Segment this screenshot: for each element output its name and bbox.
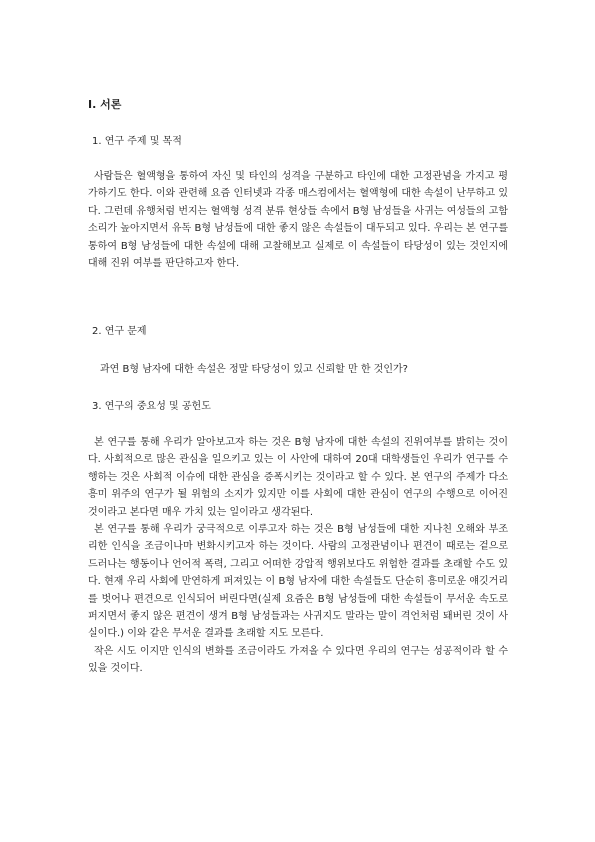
paragraph-text: 본 연구를 통해 우리가 궁극적으로 이루고자 하는 것은 B형 남성들에 대한 지나친 오해와 부조리한 인식을 조금이나마 변화시키고자 하는 것이다. 사람의 고정관념이나 편견이 때로는 겉으로 드러나는 행동이나 언어적 폭력, 그리고 어떠한 강압적 행위보다도 위험한 결과를 초래할 수도 있다. 현재 우리 사회에 만연하게 퍼져있는 이 B형 남자에 대한 속설들도 단순히 흥미로운 얘깃거리를 벗어나 편견으로 인식되어 버린다면(실제 요즘은 B형 남성들에 대한 속설들이 무서운 속도로 퍼지면서 좋지 않은 편견이 생겨 B형 남성들과는 사귀지도 말라는 말이 격언처럼 돼버린 것이 사실이다.) 이와 같은 무서운 결과를 초래할 지도 모른다. bbox=[88, 524, 508, 640]
paragraph-importance bbox=[88, 434, 508, 678]
paragraph-text: 본 연구를 통해 우리가 알아보고자 하는 것은 B형 남자에 대한 속설의 진위여부를 밝히는 것이다. 사회적으로 많은 관심을 일으키고 있는 이 사안에 대하여 20대 대학생들인 우리가 연구를 수행하는 것은 사회적 이슈에 대한 관심을 증폭시키는 것이라고 할 수 있다. 본 연구의 주제가 다소 흥미 위주의 연구가 될 위험의 소지가 있지만 이를 사회에 대한 관심이 연구의 수행으로 이어진 것이라고 본다면 매우 가치 있는 일이라고 생각된다. bbox=[88, 437, 508, 518]
paragraph-purpose bbox=[88, 168, 508, 272]
subsection-heading-2: 2. 연구 문제 bbox=[92, 326, 147, 337]
subsection-heading-3: 3. 연구의 중요성 및 공헌도 bbox=[92, 401, 211, 412]
paragraph-text: 사람들은 혈액형을 통하여 자신 및 타인의 성격을 구분하고 타인에 대한 고정관념을 가지고 평가하기도 한다. 이와 관련해 요즘 인터넷과 각종 매스컴에서는 혈액형에 대한 속설이 난무하고 있다. 그런데 유행처럼 번지는 혈액형 성격 분류 현상들 속에서 B형 남성들을 사귀는 여성들의 고함소리가 높아지면서 유독 B형 남성들에 대한 좋지 않은 속설들이 대두되고 있다. 우리는 본 연구를 통하여 B형 남성들에 대한 속설에 대해 고찰해보고 실제로 이 속설들이 타당성이 있는 것인지에 대해 진위 여부를 판단하고자 한다. bbox=[88, 171, 508, 270]
paragraph-text: 작은 시도 이지만 인식의 변화를 조금이라도 가져올 수 있다면 우리의 연구는 성공적이라 할 수 있을 것이다. bbox=[88, 645, 508, 675]
research-question: 과연 B형 남자에 대한 속설은 정말 타당성이 있고 신뢰할 만 한 것인가? bbox=[100, 364, 408, 375]
subsection-heading-1: 1. 연구 주제 및 목적 bbox=[92, 136, 182, 147]
section-title: I. 서론 bbox=[88, 98, 122, 111]
